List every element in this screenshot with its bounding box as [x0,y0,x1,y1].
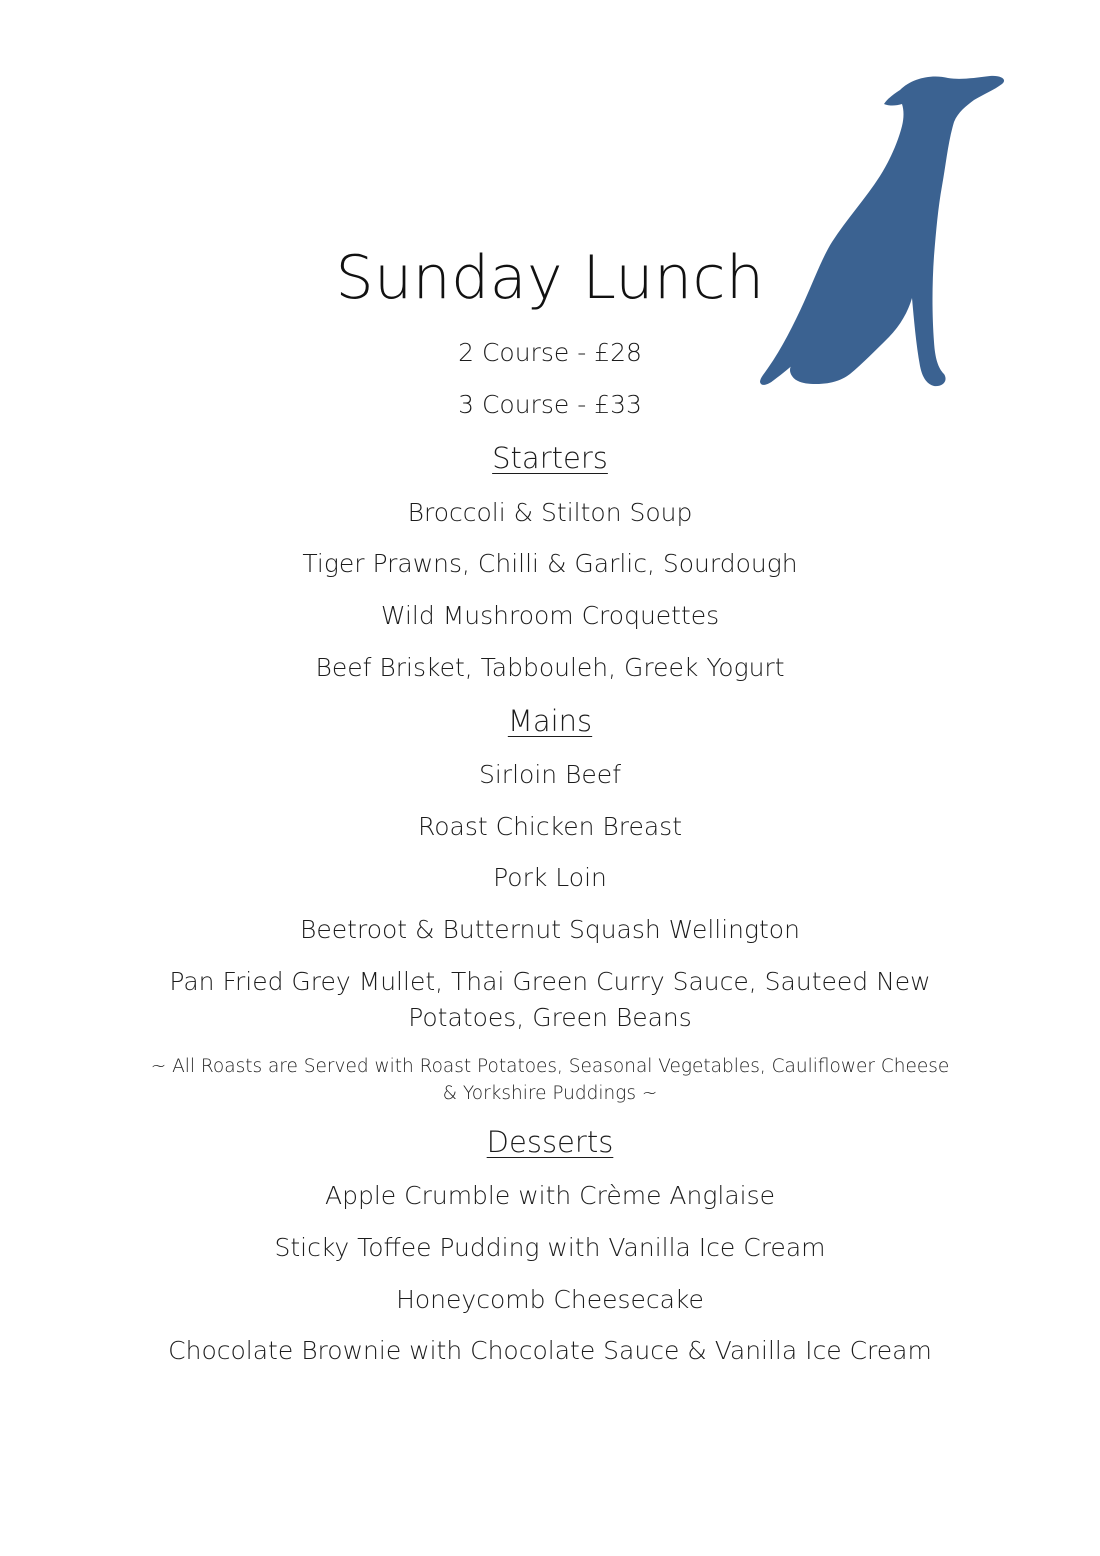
price-two-course: 2 Course - £28 [458,338,642,367]
mains-heading-text: Mains [507,704,593,738]
starters-heading-text: Starters [492,441,608,475]
main-item: Pork Loin [493,863,607,892]
starter-item: Broccoli & Stilton Soup [407,498,693,527]
dessert-item: Honeycomb Cheesecake [396,1285,704,1314]
dessert-item: Chocolate Brownie with Chocolate Sauce & Vanilla Ice Cream [168,1336,932,1365]
mains-heading [0,701,1100,741]
main-item: Pan Fried Grey Mullet, Thai Green Curry Sauce, Sauteed New Potatoes, Green Beans [169,967,931,1032]
dessert-item: Sticky Toffee Pudding with Vanilla Ice Cream [274,1233,826,1262]
starter-item: Beef Brisket, Tabbouleh, Greek Yogurt [315,653,785,682]
main-item: Roast Chicken Breast [417,812,682,841]
main-item: Sirloin Beef [478,760,621,789]
desserts-heading-text: Desserts [486,1125,614,1159]
menu-title: Sunday Lunch [335,243,765,313]
starter-item: Tiger Prawns, Chilli & Garlic, Sourdough [302,549,798,578]
starters-heading [0,438,1100,478]
dessert-item: Apple Crumble with Crème Anglaise [325,1181,775,1210]
main-item: Beetroot & Butternut Squash Wellington [300,915,800,944]
roasts-note: ~ All Roasts are Served with Roast Potatoes, Seasonal Vegetables, Cauliflower Cheese & Yorkshire Puddings ~ [150,1056,950,1104]
starter-item: Wild Mushroom Croquettes [380,601,720,630]
desserts-heading [0,1122,1100,1162]
price-three-course: 3 Course - £33 [458,390,642,419]
